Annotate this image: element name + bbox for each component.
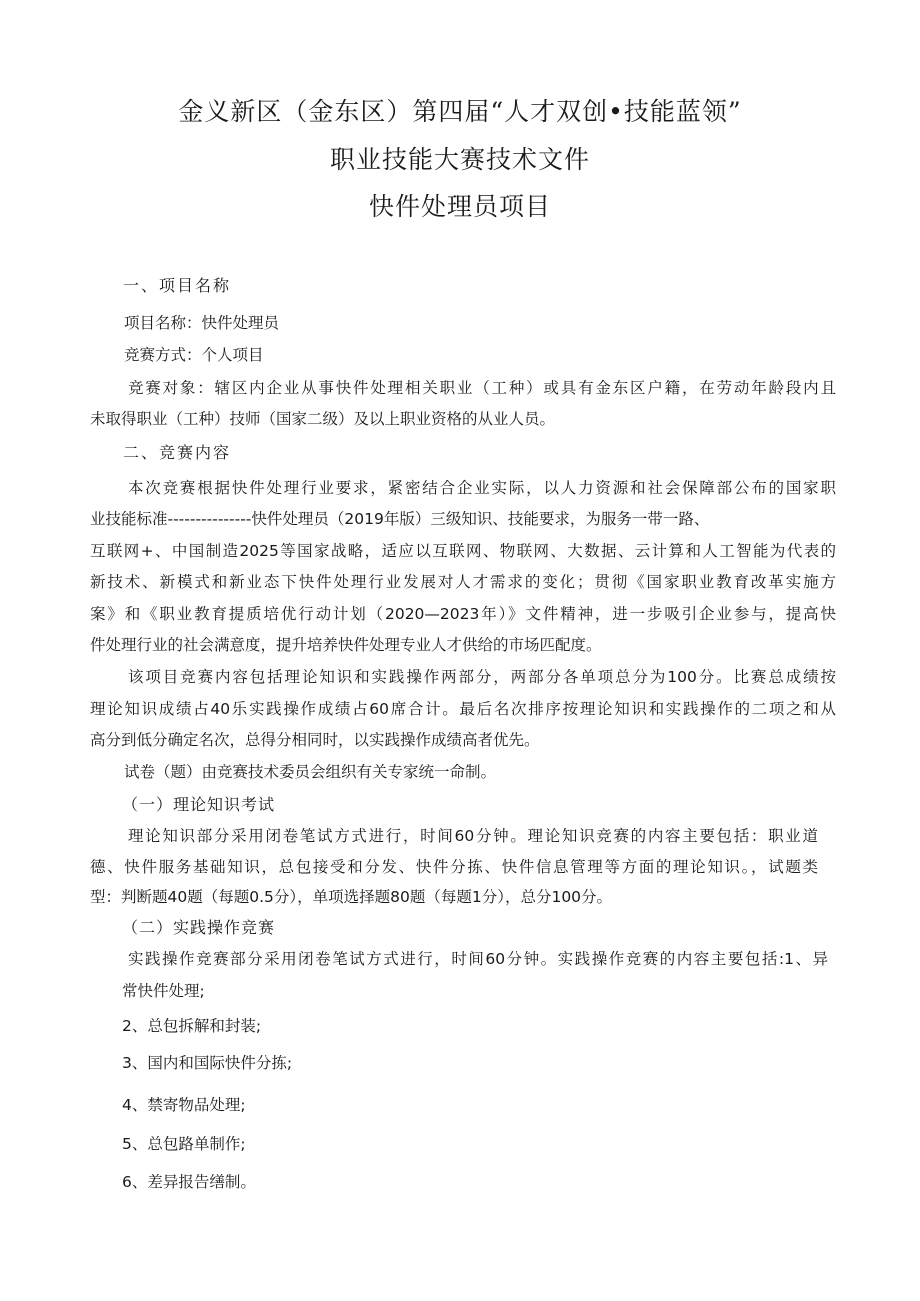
project-name-line: 项目名称：快件处理员 bbox=[124, 314, 280, 332]
paragraph-line: 案》和《职业教育提质培优行动计划（2020—2023年）》文件精神，进一步吸引企业参与，提高快 bbox=[90, 605, 836, 623]
subsection-heading: （二）实践操作竞赛 bbox=[122, 918, 276, 937]
paragraph-line: 德、快件服务基础知识，总包接受和分发、快件分拣、快件信息管理等方面的理论知识。，试题类 bbox=[90, 858, 818, 876]
paragraph-line: 业技能标准---------------快件处理员（2019年版）三级知识、技能要求，为服务一带一路、 bbox=[90, 510, 710, 528]
paragraph-line: 新技术、新模式和新业态下快件处理行业发展对人才需求的变化；贯彻《国家职业教育改革实施方 bbox=[90, 573, 836, 591]
paragraph-line: 互联网+、中国制造2025等国家战略，适应以互联网、物联网、大数据、云计算和人工智能为代表的 bbox=[90, 542, 836, 560]
paragraph-line: 本次竞赛根据快件处理行业要求，紧密结合企业实际，以人力资源和社会保障部公布的国家职 bbox=[128, 479, 836, 497]
list-item: 6、差异报告缮制。 bbox=[122, 1173, 256, 1191]
paragraph-line: 该项目竞赛内容包括理论知识和实践操作两部分，两部分各单项总分为100分。比赛总成绩按 bbox=[128, 668, 836, 686]
target-line-1: 竞赛对象：辖区内企业从事快件处理相关职业（工种）或具有金东区户籍，在劳动年龄段内且 bbox=[128, 379, 836, 397]
section-heading: 一、项目名称 bbox=[123, 276, 232, 295]
target-line-2: 未取得职业（工种）技师（国家二级）及以上职业资格的从业人员。 bbox=[90, 410, 556, 428]
section-heading: 二、竞赛内容 bbox=[123, 443, 232, 462]
paragraph-line: 型：判断题40题（每题0.5分），单项选择题80题（每题1分），总分100分。 bbox=[90, 888, 613, 906]
title-line-1: 金义新区（金东区）第四届“人才双创•技能蓝领” bbox=[178, 97, 742, 126]
list-item: 4、禁寄物品处理; bbox=[122, 1096, 246, 1114]
paragraph-line: 试卷（题）由竞赛技术委员会组织有关专家统一命制。 bbox=[124, 763, 497, 781]
subsection-heading: （一）理论知识考试 bbox=[122, 795, 276, 814]
competition-mode-line: 竞赛方式：个人项目 bbox=[124, 346, 264, 364]
paragraph-line: 常快件处理; bbox=[122, 982, 205, 1000]
paragraph-line: 高分到低分确定名次，总得分相同时，以实践操作成绩高者优先。 bbox=[90, 731, 540, 749]
paragraph-line: 件处理行业的社会满意度，提升培养快件处理专业人才供给的市场匹配度。 bbox=[90, 636, 602, 654]
title-line-3: 快件处理员项目 bbox=[368, 192, 551, 221]
list-item: 3、国内和国际快件分拣; bbox=[122, 1054, 293, 1072]
paragraph-line: 理论知识部分采用闭卷笔试方式进行，时间60分钟。理论知识竞赛的内容主要包括：职业道 bbox=[128, 827, 818, 845]
paragraph-line: 理论知识成绩占40乐实践操作成绩占60席合计。最后名次排序按理论知识和实践操作的二项之和从 bbox=[90, 700, 836, 718]
paragraph-line: 实践操作竞赛部分采用闭卷笔试方式进行，时间60分钟。实践操作竞赛的内容主要包括:1、异 bbox=[128, 950, 828, 968]
list-item: 5、总包路单制作; bbox=[122, 1135, 246, 1153]
list-item: 2、总包拆解和封装; bbox=[122, 1017, 262, 1035]
title-line-2: 职业技能大赛技术文件 bbox=[329, 145, 590, 174]
